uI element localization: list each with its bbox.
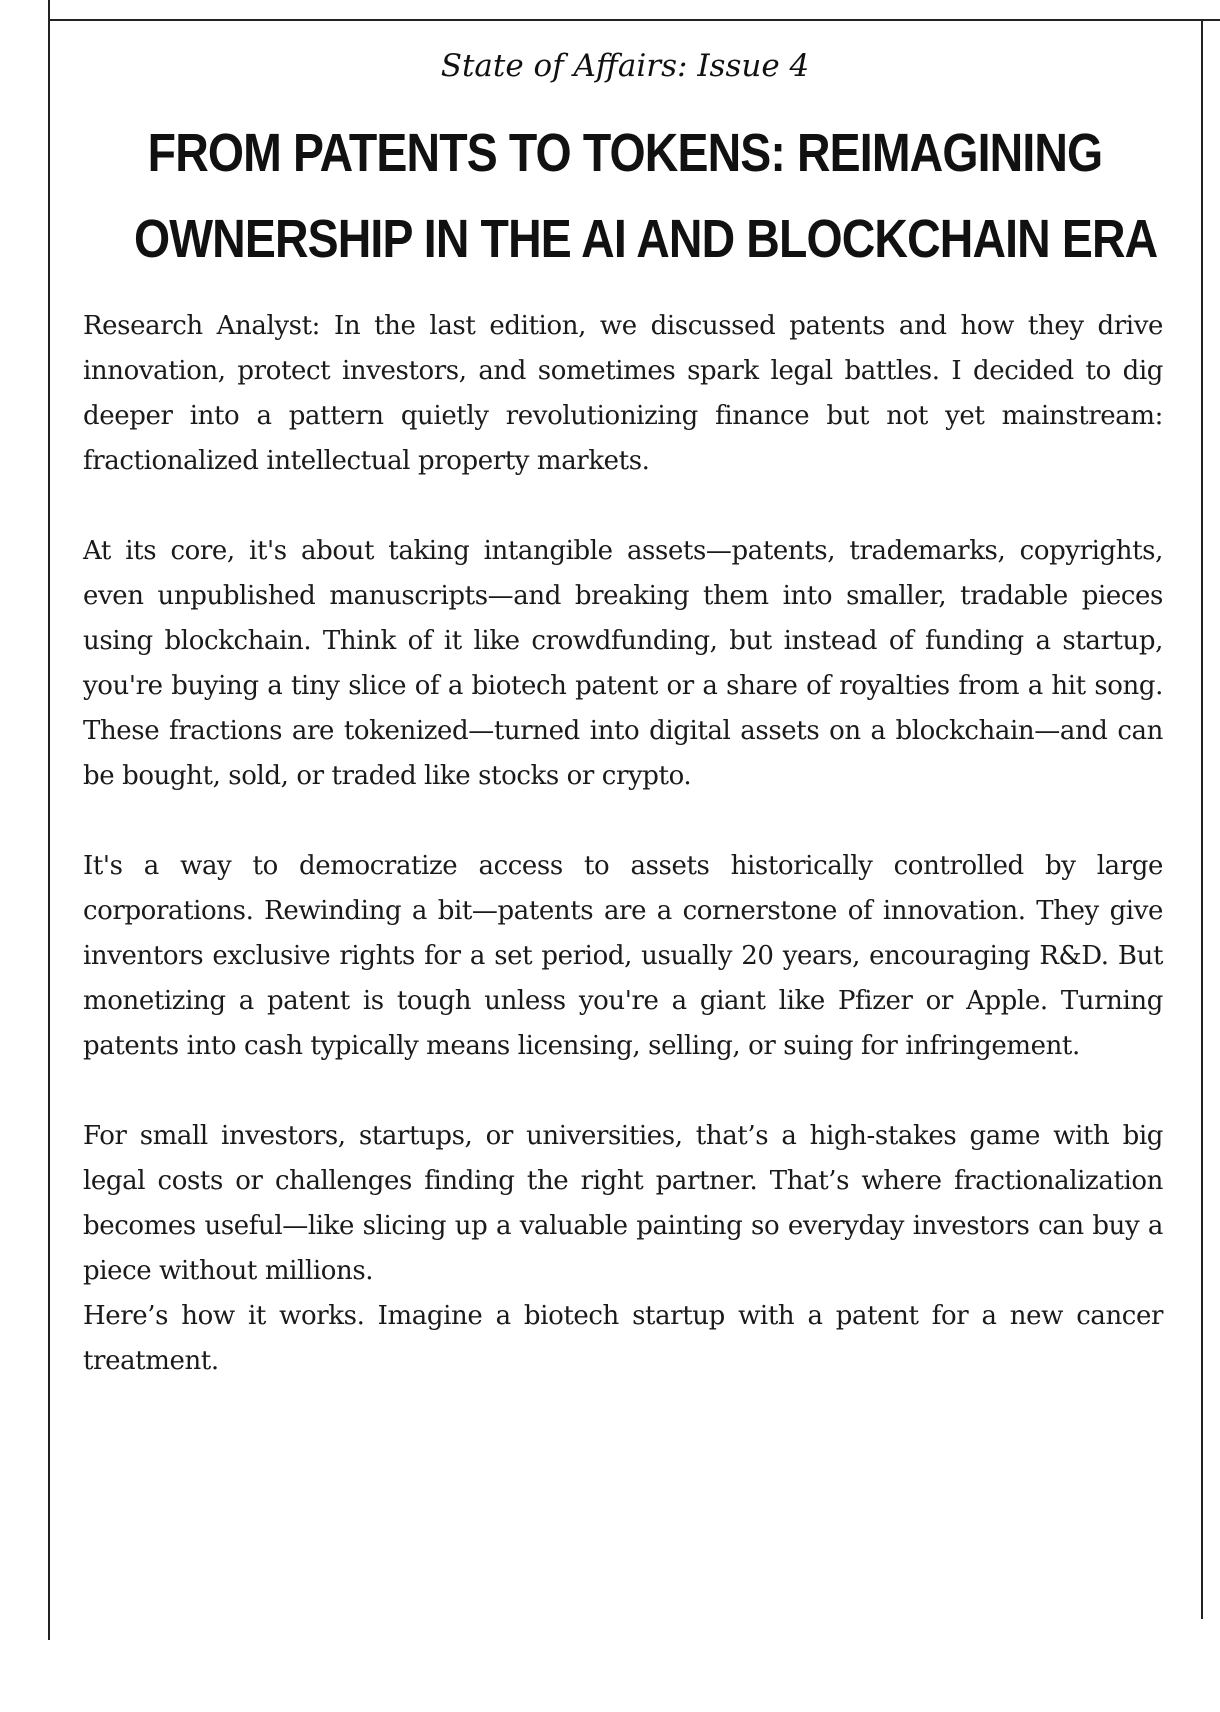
paragraph-core-concept: At its core, it's about taking intangible assets—patents, trademarks, copyrights, even unpublished manuscripts—and breaking them into smaller, tradable pieces using blockchain. Think of it like crowdfunding, but instead of funding a startup, you're buying a tiny slice of a biotech patent or a share of royalties from a hit song. These fractions are tokenized—turned into digital assets on a blockchain—and can be bought, sold, or traded like stocks or crypto. bbox=[83, 536, 1163, 791]
paragraph-small-investors: For small investors, startups, or universities, that’s a high-stakes game with big legal costs or challenges finding the right partner. That’s where fractionalization becomes useful—like slicing up a valuable painting so everyday investors can buy a piece without millions. bbox=[83, 1121, 1163, 1286]
issue-label: State of Affairs: Issue 4 bbox=[440, 48, 810, 84]
paragraph-democratize: It's a way to democratize access to assets historically controlled by large corporations. Rewinding a bit—patents are a cornerstone of innovation. They give inventors exclusive rights for a set period, usually 20 years, encouraging R&D. But monetizing a patent is tough unless you're a giant like Pfizer or Apple. Turning patents into cash typically means licensing, selling, or suing for infringement. bbox=[83, 851, 1163, 1061]
frame-top-border bbox=[48, 19, 1220, 21]
paragraph-how-it-works: Here’s how it works. Imagine a biotech startup with a patent for a new cancer treatment. bbox=[83, 1301, 1163, 1376]
article-body bbox=[83, 304, 1163, 1384]
headline-line-1: FROM PATENTS TO TOKENS: REIMAGINING bbox=[147, 123, 1103, 183]
frame-right-border bbox=[1201, 19, 1203, 1619]
paragraph-intro: Research Analyst: In the last edition, we discussed patents and how they drive innovation, protect investors, and sometimes spark legal battles. I decided to dig deeper into a pattern quietly revolutionizing finance but not yet mainstream: fractionalized intellectual property markets. bbox=[83, 311, 1163, 476]
headline-line-2: OWNERSHIP IN THE AI AND BLOCKCHAIN ERA bbox=[133, 209, 1158, 269]
frame-left-border bbox=[48, 0, 50, 1640]
headline bbox=[133, 110, 1158, 282]
